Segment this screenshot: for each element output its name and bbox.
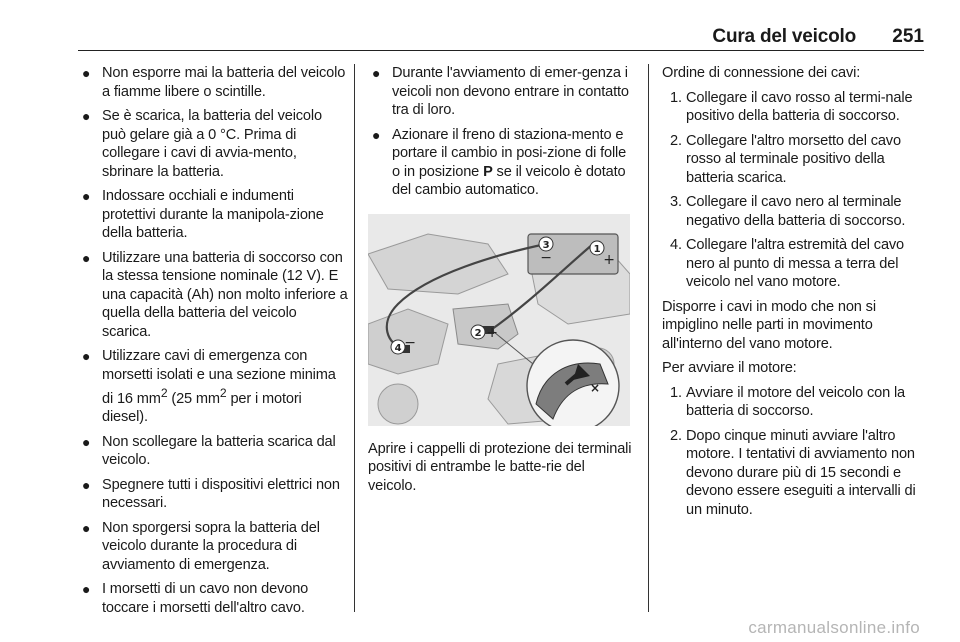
- column-1: [78, 64, 348, 623]
- list-item: ● I morsetti di un cavo non devono toccare i morsetti dell'altro cavo.: [82, 581, 309, 616]
- label-1: 1: [593, 243, 601, 255]
- bullet-icon: ●: [82, 433, 91, 450]
- list-item: ● Non esporre mai la batteria del veicolo a fiamme libere o scintille.: [82, 65, 346, 100]
- list-item: 1. Avviare il motore del veicolo con la batteria di soccorso.: [670, 384, 906, 419]
- label-4: 4: [394, 342, 402, 354]
- bullet-icon: ●: [82, 476, 91, 493]
- page-number: 251: [892, 26, 924, 47]
- list-item: ● Spegnere tutti i dispositivi elettrici non necessari.: [82, 476, 340, 512]
- section-title: Cura del veicolo: [712, 26, 856, 47]
- svg-text:×: ×: [590, 380, 600, 395]
- plus-sign-icon: +: [486, 324, 498, 341]
- start-steps: [662, 384, 928, 520]
- column-2: [368, 64, 636, 495]
- list-item: ● Azionare il freno di staziona-mento e portare il cambio in posi-zione di folle o in posizione P se il veicolo è dotato del cambio automatico.: [372, 126, 627, 198]
- list-item: ● Utilizzare una batteria di soccorso con la stessa tensione nominale (12 V). E una capacità (Ah) non molto inferiore a quella della batteria del veicolo scarica.: [82, 249, 348, 340]
- bullet-icon: ●: [82, 108, 91, 124]
- battery-jump-diagram: [368, 214, 630, 426]
- list-item: ● Durante l'avviamento di emer-genza i veicoli non devono entrare in contatto tra di loro.: [372, 65, 629, 118]
- connection-order-intro: Ordine di connessione dei cavi:: [662, 65, 861, 81]
- list-item: 2. Dopo cinque minuti avviare l'altro motore. I tentativi di avviamento non devono durare più di 15 secondi e devono essere eseguiti a intervalli di un minuto.: [670, 427, 916, 518]
- list-item: ● Utilizzare cavi di emergenza con morsetti isolati e una sezione minima di 16 $mm^2$ (25 $mm^2$ per i motori diesel).: [82, 348, 336, 426]
- list-item: 1. Collegare il cavo rosso al termi-nale positivo della batteria di soccorso.: [670, 89, 913, 124]
- plus-sign-icon: +: [603, 251, 615, 268]
- list-item: ● Indossare occhiali e indumenti protettivi durante la manipola-zione della batteria.: [82, 188, 324, 241]
- minus-sign-icon: −: [540, 249, 552, 266]
- label-3: 3: [542, 239, 550, 251]
- watermark: carmanualsonline.info: [748, 618, 920, 637]
- bullet-icon: ●: [82, 519, 91, 536]
- safety-bullet-list: [78, 64, 348, 617]
- connection-steps: [662, 89, 928, 292]
- list-item: 2. Collegare l'altro morsetto del cavo rosso al terminale positivo della batteria scarica.: [670, 132, 901, 186]
- bullet-icon: ●: [82, 249, 91, 266]
- list-item: 3. Collegare il cavo nero al terminale negativo della batteria di soccorso.: [670, 194, 906, 229]
- list-item: ● Non sporgersi sopra la batteria del veicolo durante la procedura di avviamento di emergenza.: [82, 519, 320, 573]
- bullet-icon: ●: [82, 581, 91, 598]
- start-engine-intro: Per avviare il motore:: [662, 360, 797, 376]
- figure-caption: Aprire i cappelli di protezione dei terminali positivi di entrambe le batte-rie del veicolo.: [368, 440, 632, 494]
- engine-bay-illustration: [368, 214, 630, 426]
- page-header: [78, 22, 924, 51]
- list-item: ● Se è scarica, la batteria del veicolo può gelare già a 0 °C. Prima di collegare i cavi di avvia-mento, sbrinare la batteria.: [82, 108, 322, 180]
- bullet-icon: ●: [372, 65, 381, 81]
- bullet-icon: ●: [82, 65, 91, 81]
- minus-sign-icon: −: [404, 334, 416, 351]
- bullet-icon: ●: [82, 348, 91, 364]
- bullet-icon: ●: [372, 126, 381, 143]
- column-divider: [354, 64, 355, 612]
- list-item: 4. Collegare l'altra estremità del cavo nero al punto di messa a terra del veicolo nel vano motore.: [670, 237, 905, 290]
- label-2: 2: [474, 327, 482, 339]
- column-divider: [648, 64, 649, 612]
- prep-bullet-list: [368, 64, 636, 200]
- column-3: [662, 64, 928, 525]
- cable-routing-note: Disporre i cavi in modo che non si impiglino nelle parti in movimento all'interno del vano motore.: [662, 298, 876, 352]
- list-item: ● Non scollegare la batteria scarica dal veicolo.: [82, 433, 336, 469]
- bullet-icon: ●: [82, 188, 91, 204]
